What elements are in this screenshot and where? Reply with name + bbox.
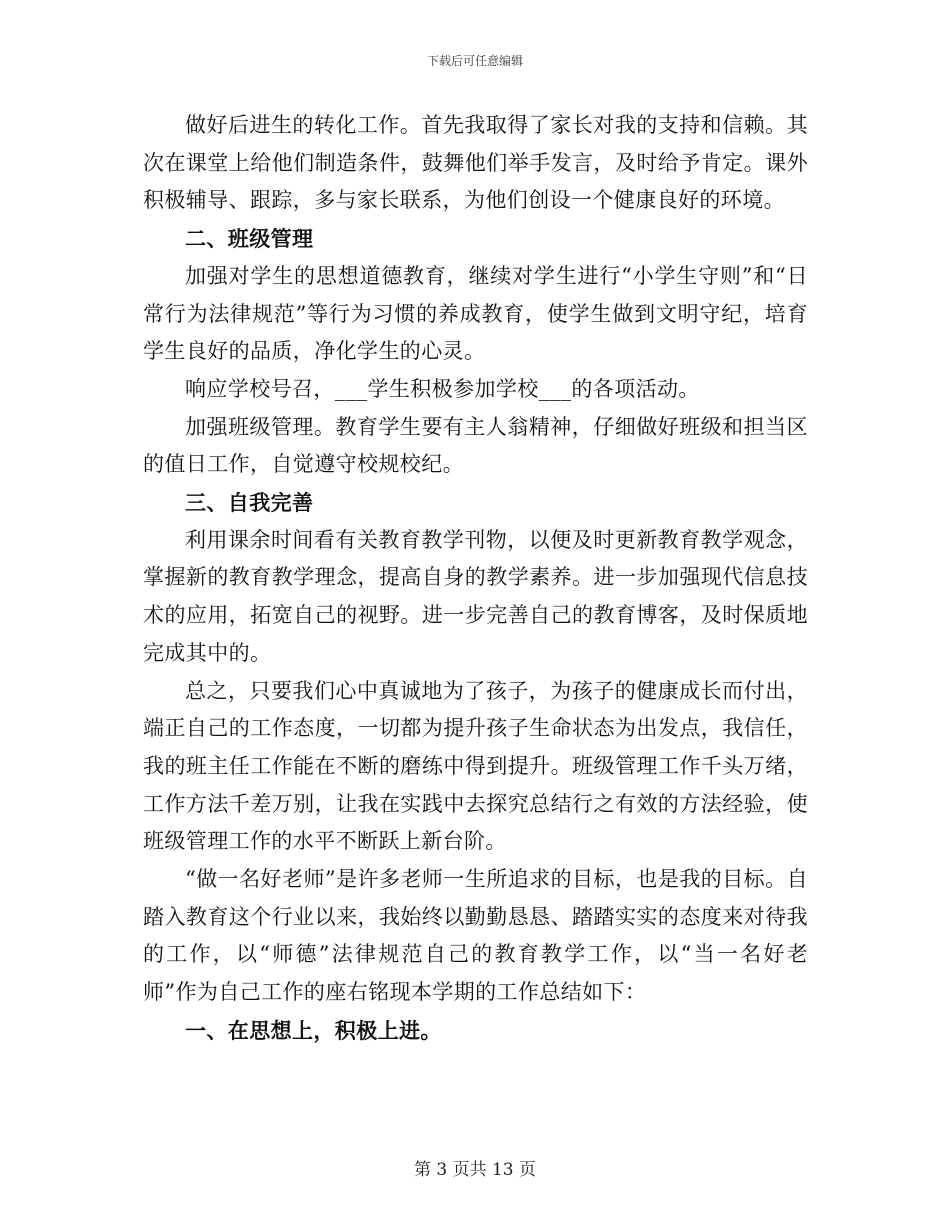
paragraph-moral-education: 加强对学生的思想道德教育，继续对学生进行“小学生守则”和“日常行为法律规范”等行为习惯的养成教育，使学生做到文明守纪，培育学生良好的品质，净化学生的心灵。 — [143, 263, 808, 364]
document-body — [143, 107, 808, 1050]
paragraph-good-teacher: “做一名好老师”是许多老师一生所追求的目标，也是我的目标。自踏入教育这个行业以来，我始终以勤勤恳恳、踏踏实实的态度来对待我的工作，以“师德”法律规范自己的教育教学工作，以“当一名好老师”作为自己工作的座右铭现本学期的工作总结如下： — [143, 867, 808, 1005]
paragraph-professional-study: 利用课余时间看有关教育教学刊物，以便及时更新教育教学观念，掌握新的教育教学理念，提高自身的教学素养。进一步加强现代信息技术的应用，拓宽自己的视野。进一步完善自己的教育博客，及时保质地完成其中的。 — [143, 527, 808, 665]
section-heading-class-management: 二、班级管理 — [185, 226, 314, 252]
paragraph-conclusion: 总之，只要我们心中真诚地为了孩子，为孩子的健康成长而付出，端正自己的工作态度，一切都为提升孩子生命状态为出发点，我信任，我的班主任工作能在不断的磨练中得到提升。班级管理工作千头万绪，工作方法千差万别，让我在实践中去探究总结行之有效的方法经验，使班级管理工作的水平不断跃上新台阶。 — [143, 678, 808, 854]
page-number: 第 3 页共 13 页 — [413, 1160, 537, 1180]
paragraph-class-duty: 加强班级管理。教育学生要有主人翁精神，仔细做好班级和担当区的值日工作，自觉遵守校规校纪。 — [143, 414, 808, 477]
section-heading-ideology: 一、在思想上，积极上进。 — [185, 1017, 442, 1043]
page-header: 下载后可任意编辑 — [426, 54, 523, 68]
paragraph-underachiever-transformation: 做好后进生的转化工作。首先我取得了家长对我的支持和信赖。其次在课堂上给他们制造条件，鼓舞他们举手发言，及时给予肯定。课外积极辅导、跟踪，多与家长联系，为他们创设一个健康良好的环境。 — [143, 113, 808, 213]
section-heading-self-improvement: 三、自我完善 — [185, 490, 314, 516]
paragraph-school-activities: 响应学校号召，___学生积极参加学校___的各项活动。 — [185, 376, 700, 401]
